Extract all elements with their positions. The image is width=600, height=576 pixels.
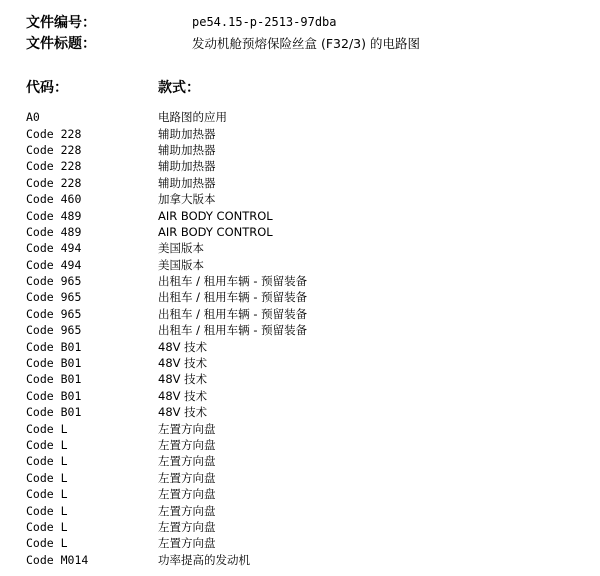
row-code: Code 228 (26, 142, 82, 157)
row-style: 48V 技术 (158, 372, 208, 387)
list-item (26, 404, 307, 420)
row-style: 辅助加热器 (158, 142, 216, 157)
row-code: Code 228 (26, 175, 82, 190)
list-item (26, 338, 307, 354)
document-header (26, 11, 420, 53)
row-code: Code L (26, 536, 68, 551)
doc-number-row (26, 11, 420, 32)
list-item (26, 191, 307, 207)
list-item (26, 273, 307, 289)
row-style: 辅助加热器 (158, 126, 216, 141)
row-style: 左置方向盘 (158, 503, 216, 518)
row-code: Code 460 (26, 192, 82, 207)
list-item (26, 388, 307, 404)
list-item (26, 355, 307, 371)
row-code: A0 (26, 110, 40, 125)
row-code: Code 494 (26, 257, 82, 272)
row-style: 出租车 / 租用车辆 - 预留装备 (158, 290, 308, 305)
row-code: Code L (26, 470, 68, 485)
list-item (26, 109, 307, 125)
row-code: Code L (26, 454, 68, 469)
row-style: 功率提高的发动机 (158, 552, 250, 567)
doc-title-value: 发动机舱预熔保险丝盒 (F32/3) 的电路图 (192, 35, 420, 51)
list-item (26, 125, 307, 141)
row-code: Code 965 (26, 290, 82, 305)
row-style: 48V 技术 (158, 356, 208, 371)
list-item (26, 240, 307, 256)
row-style: 左置方向盘 (158, 519, 216, 534)
list-item (26, 289, 307, 305)
row-style: 左置方向盘 (158, 421, 216, 436)
row-style: 辅助加热器 (158, 175, 216, 190)
doc-title-label: 文件标题： (26, 35, 96, 52)
list-item (26, 224, 307, 240)
list-item (26, 453, 307, 469)
row-style: 左置方向盘 (158, 438, 216, 452)
row-style: 美国版本 (158, 257, 204, 272)
doc-number-value: pe54.15-p-2513-97dba (192, 14, 337, 29)
row-code: Code B01 (26, 356, 82, 371)
row-style: 出租车 / 租用车辆 - 预留装备 (158, 274, 308, 289)
row-style: AIR BODY CONTROL (158, 224, 273, 239)
row-code: Code L (26, 438, 68, 452)
row-code: Code B01 (26, 388, 82, 403)
row-style: 电路图的应用 (158, 110, 227, 125)
list-item (26, 420, 307, 436)
row-style: 出租车 / 租用车辆 - 预留装备 (158, 323, 308, 338)
row-code: Code 494 (26, 241, 82, 256)
list-item (26, 470, 307, 486)
list-item (26, 437, 307, 453)
list-item (26, 207, 307, 223)
row-code: Code 965 (26, 323, 82, 338)
row-style: 加拿大版本 (158, 192, 216, 207)
row-code: Code 965 (26, 274, 82, 289)
list-item (26, 535, 307, 551)
row-code: Code B01 (26, 405, 82, 420)
row-code: Code 228 (26, 159, 82, 174)
row-style: 左置方向盘 (158, 454, 216, 469)
row-style: 美国版本 (158, 241, 204, 256)
row-code: Code 489 (26, 224, 82, 239)
row-code: Code L (26, 503, 68, 518)
row-code: Code L (26, 421, 68, 436)
row-style: 左置方向盘 (158, 470, 216, 485)
column-headers (26, 77, 200, 97)
row-code: Code 965 (26, 306, 82, 321)
list-item (26, 158, 307, 174)
row-code: Code M014 (26, 552, 89, 567)
code-column-header: 代码： (26, 80, 68, 96)
row-style: 出租车 / 租用车辆 - 预留装备 (158, 306, 308, 321)
row-style: 左置方向盘 (158, 536, 216, 551)
doc-title-row (26, 32, 420, 53)
row-code: Code L (26, 519, 68, 534)
row-style: AIR BODY CONTROL (158, 208, 273, 223)
row-style: 48V 技术 (158, 339, 208, 354)
list-item (26, 306, 307, 322)
row-code: Code B01 (26, 339, 82, 354)
row-code: Code 489 (26, 208, 82, 223)
row-code: Code 228 (26, 126, 82, 141)
list-item (26, 519, 307, 535)
list-item (26, 175, 307, 191)
list-item (26, 257, 307, 273)
style-column-header: 款式： (158, 80, 200, 96)
list-item (26, 322, 307, 338)
list-item (26, 502, 307, 518)
code-list (26, 109, 307, 568)
row-style: 48V 技术 (158, 388, 208, 403)
doc-number-label: 文件编号： (26, 14, 96, 31)
row-code: Code L (26, 487, 68, 502)
row-style: 左置方向盘 (158, 487, 216, 502)
row-style: 辅助加热器 (158, 159, 216, 174)
row-code: Code B01 (26, 372, 82, 387)
list-item (26, 371, 307, 387)
list-item (26, 552, 307, 568)
list-item (26, 486, 307, 502)
list-item (26, 142, 307, 158)
row-style: 48V 技术 (158, 405, 208, 420)
